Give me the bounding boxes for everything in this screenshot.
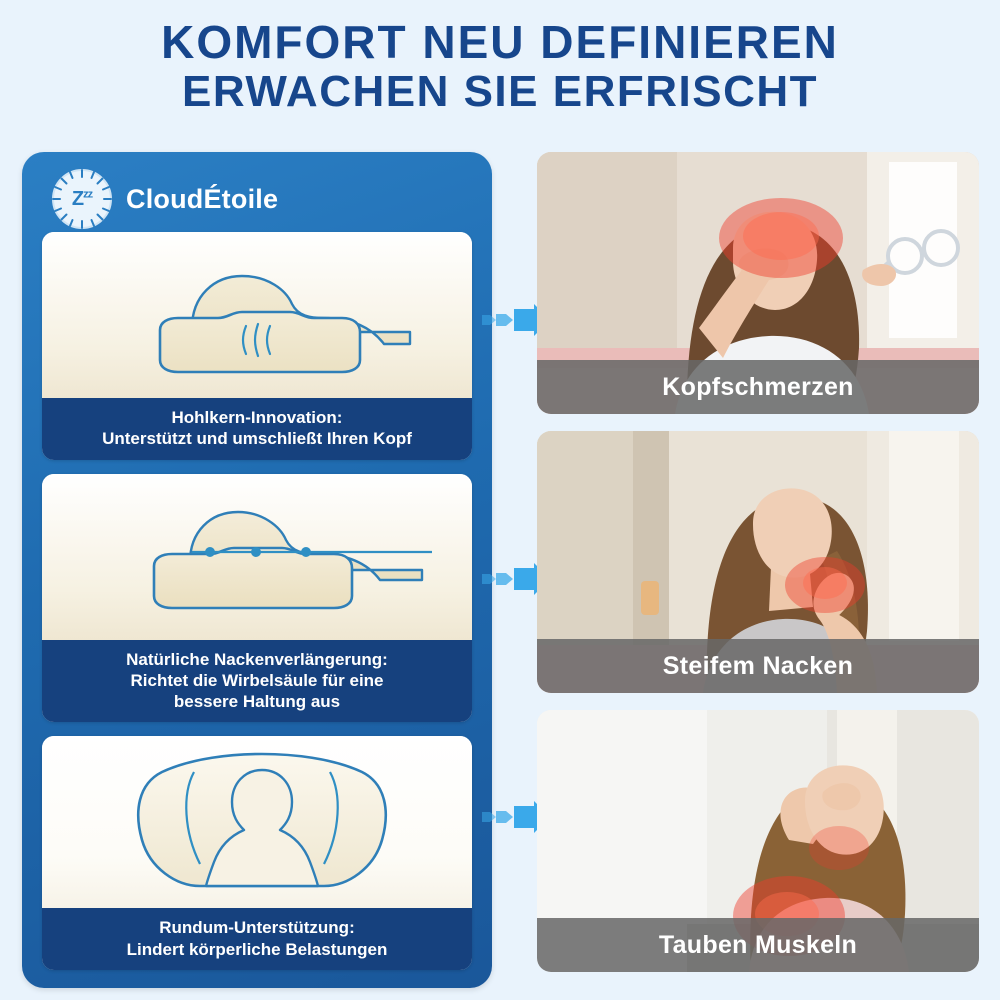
- sleep-zzz-icon: [52, 169, 112, 229]
- pillow-neck-alignment-icon: [42, 474, 472, 640]
- headline-line-2: ERWACHEN SIE ERFRISCHT: [181, 66, 819, 116]
- pillow-top-view-illustration: [42, 736, 472, 908]
- page-title: [0, 18, 1000, 115]
- feature-2-line-3: bessere Haltung aus: [173, 692, 341, 711]
- feature-1-line-2: Unterstützt und umschließt Ihren Kopf: [102, 429, 412, 449]
- brand-header: [36, 166, 478, 232]
- feature-card-1: [42, 232, 472, 460]
- problem-photo-column: [537, 152, 979, 989]
- problem-card-2: [537, 431, 979, 693]
- problem-label-2: Steifem Nacken: [537, 639, 979, 693]
- feature-card-2: [42, 474, 472, 723]
- pillow-neck-alignment-illustration: [42, 474, 472, 640]
- feature-card-3: [42, 736, 472, 970]
- headline-line-1: KOMFORT NEU DEFINIEREN: [161, 16, 839, 68]
- product-feature-panel: [22, 152, 492, 988]
- feature-caption-3: [42, 908, 472, 970]
- pillow-top-view-icon: [42, 736, 472, 908]
- problem-label-3: Tauben Muskeln: [537, 918, 979, 972]
- problem-label-1: Kopfschmerzen: [537, 360, 979, 414]
- feature-1-line-1: Hohlkern-Innovation:: [171, 408, 343, 427]
- pillow-side-profile-illustration: [42, 232, 472, 398]
- brand-name: CloudÉtoile: [126, 183, 279, 214]
- feature-3-line-2: Lindert körperliche Belastungen: [126, 939, 388, 959]
- badge-rays-icon: [51, 168, 113, 230]
- feature-2-line-1: Natürliche Nackenverlängerung:: [126, 649, 388, 669]
- feature-2-line-2: Richtet die Wirbelsäule für eine: [130, 670, 384, 690]
- feature-caption-1: [42, 398, 472, 460]
- pillow-side-profile-icon: [42, 232, 472, 398]
- feature-caption-2: [42, 640, 472, 723]
- feature-3-line-1: Rundum-Unterstützung:: [159, 918, 355, 938]
- problem-card-3: [537, 710, 979, 972]
- zzz-letter: $Z^{zz}$: [71, 188, 93, 210]
- problem-card-1: [537, 152, 979, 414]
